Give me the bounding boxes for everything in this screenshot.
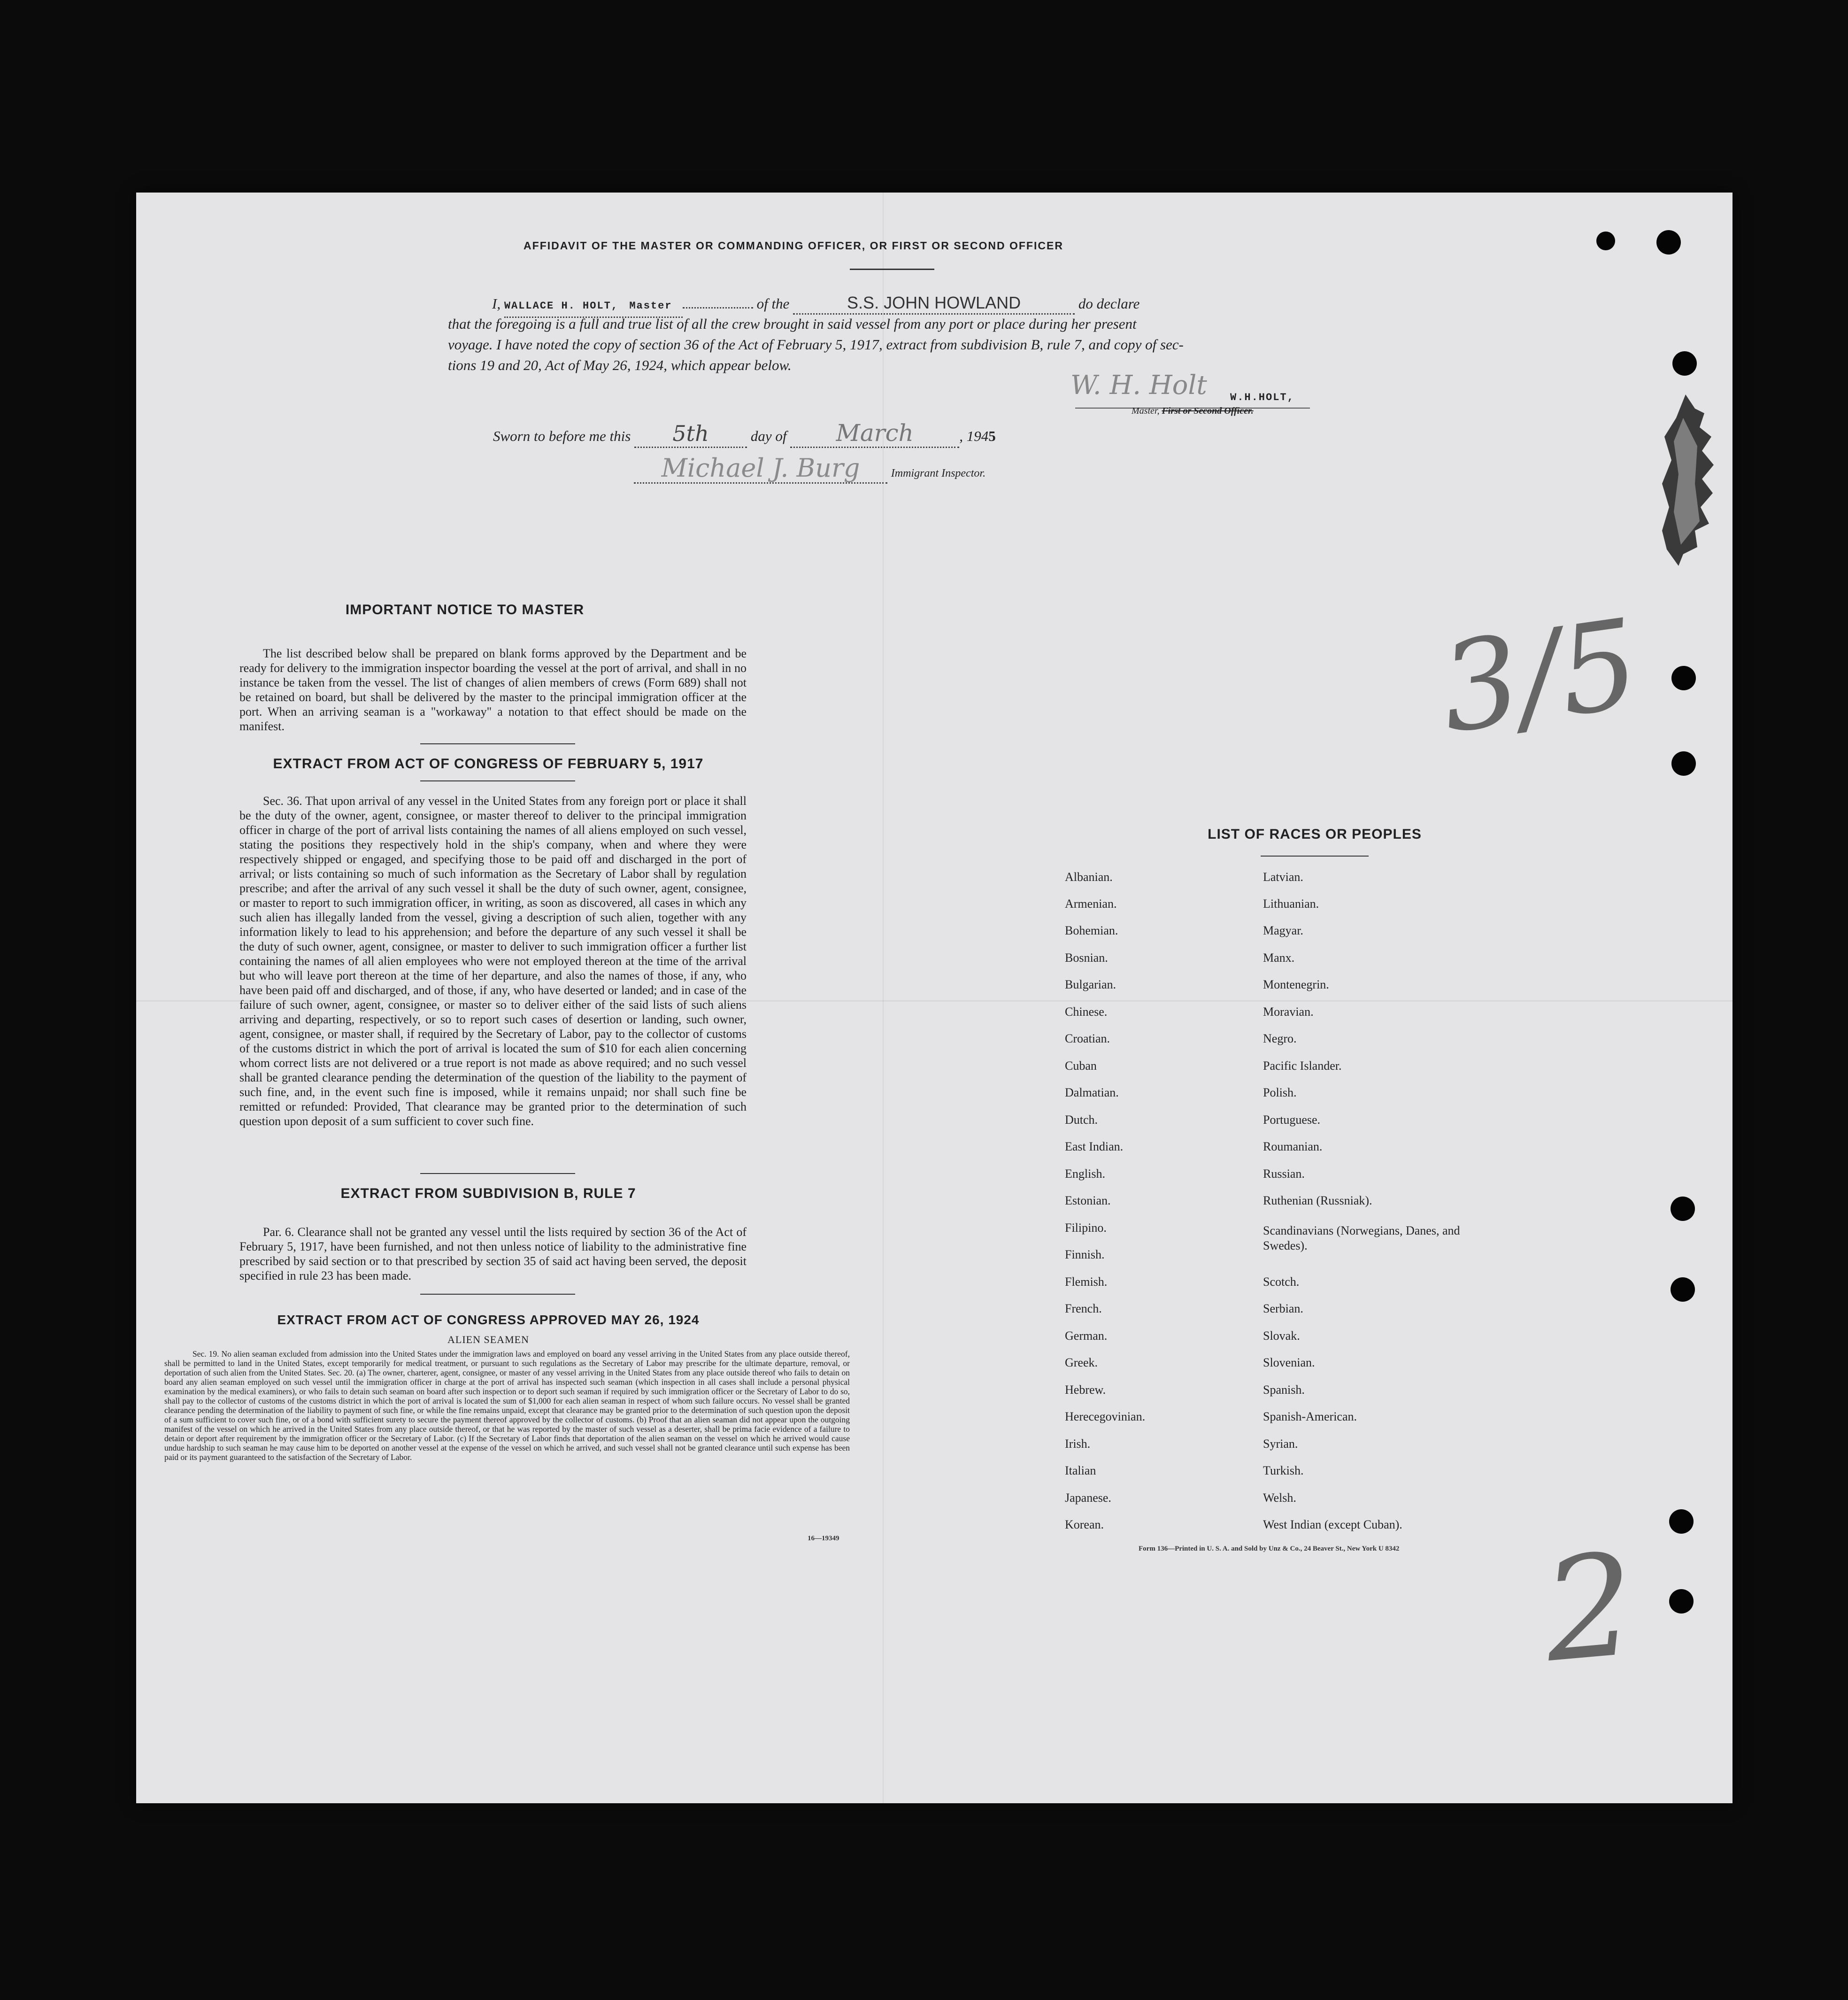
extract-1924-subheading: ALIEN SEAMEN xyxy=(447,1334,529,1345)
handwritten-corner-mark: 2 xyxy=(1538,1522,1641,1694)
affidavit-line-2: that the foregoing is a full and true list of all the crew brought in said vessel from any port or place during her present xyxy=(448,316,1137,332)
race-left-16: French. xyxy=(1065,1302,1102,1315)
race-left-24: Korean. xyxy=(1065,1518,1104,1531)
inspector-sig-field xyxy=(634,453,887,484)
race-left-15: Flemish. xyxy=(1065,1275,1108,1289)
race-left-4: Bulgarian. xyxy=(1065,978,1116,991)
affidavit-line-4: tions 19 and 20, Act of May 26, 1924, which appear below. xyxy=(448,357,792,373)
punch-hole xyxy=(1671,1277,1695,1302)
race-right-17: Slovenian. xyxy=(1263,1356,1315,1369)
blank-field xyxy=(683,307,753,309)
punch-hole xyxy=(1669,1509,1694,1534)
text-day-of: day of xyxy=(750,428,787,444)
race-right-23: West Indian (except Cuban). xyxy=(1263,1518,1402,1531)
race-left-10: East Indian. xyxy=(1065,1140,1124,1153)
race-right-11: Russian. xyxy=(1263,1167,1305,1181)
race-right-8: Polish. xyxy=(1263,1086,1297,1099)
inspector-caption: Immigrant Inspector. xyxy=(891,467,986,479)
affidavit-line-3: voyage. I have noted the copy of section 36 of the Act of February 5, 1917, extract from subdivision B, rule 7, and copy of sec- xyxy=(448,336,1184,353)
race-left-3: Bosnian. xyxy=(1065,951,1108,965)
sworn-month-field xyxy=(790,419,959,448)
races-heading: LIST OF RACES OR PEOPLES xyxy=(1208,826,1422,842)
race-left-18: Greek. xyxy=(1065,1356,1098,1369)
race-left-19: Hebrew. xyxy=(1065,1383,1106,1397)
race-left-20: Herecegovinian. xyxy=(1065,1410,1146,1423)
punch-hole xyxy=(1672,351,1697,376)
notary-seal-icon xyxy=(1653,390,1718,568)
rule-7-body: Par. 6. Clearance shall not be granted any vessel until the lists required by section 36 of the Act of February 5, 1917, have been furnished, and not then unless notice of liability to the administrative fine prescribed by said section or to that prescribed by section 35 of said act having been served, the deposit specified in rule 23 has been made. xyxy=(239,1225,747,1282)
title-rule xyxy=(850,269,934,270)
divider-rule xyxy=(420,1173,575,1174)
sworn-day-field xyxy=(634,423,747,448)
race-right-2: Magyar. xyxy=(1263,924,1303,937)
sworn-month: March xyxy=(836,419,914,447)
affidavit-title: AFFIDAVIT OF THE MASTER OR COMMANDING OFFICER, OR FIRST OR SECOND OFFICER xyxy=(524,239,1063,252)
race-right-13: Scandinavians (Norwegians, Danes, and Swedes). xyxy=(1263,1224,1460,1252)
notice-heading: IMPORTANT NOTICE TO MASTER xyxy=(345,602,585,618)
race-left-9: Dutch. xyxy=(1065,1113,1098,1127)
text-i: I, xyxy=(492,295,501,312)
race-right-4: Montenegrin. xyxy=(1263,978,1329,991)
punch-hole xyxy=(1596,232,1615,250)
race-right-5: Moravian. xyxy=(1263,1005,1314,1019)
race-right-7: Pacific Islander. xyxy=(1263,1059,1342,1073)
punch-hole xyxy=(1656,230,1681,255)
race-right-16: Slovak. xyxy=(1263,1329,1300,1343)
divider-rule xyxy=(420,1294,575,1295)
extract-1917-body: Sec. 36. That upon arrival of any vessel in the United States from any foreign port or place it shall be the duty of the owner, agent, consignee, or master thereof to deliver to the principal immigration officer in charge of the port of arrival lists containing the names of all aliens employed on such vessel, stating the positions they respectively hold in the ship's company, when and where they were respectively shipped or engaged, and specifying those to be paid off and discharged in the port of arrival; or lists containing so much of such information as the Secretary of Labor shall by regulation prescribe; and after the arrival of any such vessel it shall be the duty of such owner, agent, consignee, or master to report to such immigration officer, in writing, as soon as discovered, all cases in which any such alien has illegally landed from the vessel, giving a description of such alien, together with any information likely to lead to his apprehension; and before the departure of any such vessel it shall be the duty of such owner, agent, consignee, or master to deliver to such immigration officer a further list containing the names of all alien employees who were not employed thereon at the time of the arrival but who will leave port thereon at the time of her departure, and also the names of those, if any, who have been paid off and discharged, and of those, if any, who have deserted or landed; and in case of the failure of such owner, agent, consignee, or master so to deliver either of the said lists of such aliens arriving and departing, respectively, or so to report such cases of desertion or landing, such owner, agent, consignee, or master shall, if required by the Secretary of Labor, pay to the collector of customs of the customs district in which the port of arrival is located the sum of $10 for each alien concerning whom correct lists are not delivered or a true report is not made as above required; and no such vessel shall be granted clearance pending the determination of the question of the liability to the payment of such fine, and, in the event such fine is imposed, while it remains unpaid; nor shall such fine be remitted or refunded: Provided, That clearance may be granted prior to the determination of such question upon deposit of a sum sufficient to cover such fine. xyxy=(239,794,747,1128)
master-name: WALLACE H. HOLT, xyxy=(504,300,619,312)
sworn-line: Sworn to before me this 5th day of March , 1945 xyxy=(493,423,1244,448)
master-signature-typed: W.H.HOLT, xyxy=(1230,392,1294,403)
extract-1924-heading: EXTRACT FROM ACT OF CONGRESS APPROVED MAY 26, 1924 xyxy=(277,1313,700,1327)
race-left-22: Italian xyxy=(1065,1464,1096,1477)
vessel-name: S.S. JOHN HOWLAND xyxy=(793,293,1075,315)
caption-master: Master, xyxy=(1132,406,1160,416)
race-right-10: Roumanian. xyxy=(1263,1140,1323,1153)
race-right-20: Syrian. xyxy=(1263,1437,1298,1451)
race-left-6: Croatian. xyxy=(1065,1032,1110,1045)
master-capacity: Master xyxy=(629,300,672,312)
divider-rule xyxy=(1261,856,1369,857)
race-left-11: English. xyxy=(1065,1167,1105,1181)
race-right-0: Latvian. xyxy=(1263,870,1303,884)
race-right-3: Manx. xyxy=(1263,951,1295,965)
signature-caption xyxy=(1132,404,1254,418)
race-left-17: German. xyxy=(1065,1329,1108,1343)
inspector-signature: Michael J. Burg xyxy=(661,453,860,483)
extract-1924-body: Sec. 19. No alien seaman excluded from admission into the United States under the immigration laws and employed on board any vessel arriving in the United States from any place outside thereof, shall be permitted to land in the United States, except temporarily for medical treatment, or pursuant to such regulations as the Secretary of Labor may prescribe for the ultimate departure, removal, or deportation of such alien from the United States. Sec. 20. (a) The owner, charterer, agent, consignee, or master of any vessel arriving in the United States from any place outside thereof who fails to detain on board any alien seaman employed on such vessel until the immigration officer in charge at the port of arrival has inspected such seaman (which inspection in all cases shall include a personal physical examination by the medical examiners), or who fails to detain such seaman on board after such inspection or to deport such seaman if required by such immigration officer or the Secretary of Labor to do so, shall pay to the collector of customs of the customs district in which the port of arrival is located the sum of $1,000 for each alien seaman in respect of whom such failure occurs. No vessel shall be granted clearance pending the determination of the liability to payment of such fine, or while the fine remains unpaid, except that clearance may be granted prior to the determination of such question upon the deposit of a sum sufficient to cover such fine, or of a bond with sufficient surety to secure the payment thereof approved by the collector of customs. (b) Proof that an alien seaman did not appear upon the outgoing manifest of the vessel on which he arrived in the United States from any place outside thereof, or that he was reported by the master of such vessel as a deserter, shall be prima facie evidence of a failure to detain or deport after requirement by the immigration officer or the Secretary of Labor. (c) If the Secretary of Labor finds that deportation of the alien seaman on the vessel on which he arrived would cause undue hardship to such seaman he may cause him to be deported on another vessel at the expense of the vessel on which he arrived, and such vessel shall not be granted clearance until such expense has been paid or its payment guaranteed to the satisfaction of the Secretary of Labor. xyxy=(164,1349,850,1462)
race-right-22: Welsh. xyxy=(1263,1491,1296,1505)
race-right-9: Portuguese. xyxy=(1263,1113,1321,1127)
punch-hole xyxy=(1671,751,1696,776)
race-left-2: Bohemian. xyxy=(1065,924,1118,937)
sworn-year-digit: 5 xyxy=(988,428,996,444)
race-left-21: Irish. xyxy=(1065,1437,1091,1451)
race-right-12: Ruthenian (Russniak). xyxy=(1263,1194,1372,1207)
text-do-declare: do declare xyxy=(1078,295,1140,312)
punch-hole xyxy=(1671,1197,1695,1221)
race-right-21: Turkish. xyxy=(1263,1464,1304,1477)
race-left-5: Chinese. xyxy=(1065,1005,1108,1019)
sworn-year: 194 xyxy=(966,428,989,444)
text-of-the: of the xyxy=(756,295,790,312)
race-left-8: Dalmatian. xyxy=(1065,1086,1119,1099)
rule-7-heading: EXTRACT FROM SUBDIVISION B, RULE 7 xyxy=(340,1186,636,1201)
race-right-19: Spanish-American. xyxy=(1263,1410,1357,1423)
document-sheet xyxy=(136,193,1732,1803)
master-signature: W. H. Holt xyxy=(1070,370,1207,401)
form-code: 16—19349 xyxy=(808,1535,839,1542)
punch-hole xyxy=(1671,666,1696,690)
race-right-1: Lithuanian. xyxy=(1263,897,1319,911)
sworn-day: 5th xyxy=(672,421,709,446)
handwritten-page-mark: 3/5 xyxy=(1432,593,1647,761)
divider-rule xyxy=(420,743,575,744)
race-left-14: Finnish. xyxy=(1065,1248,1105,1261)
race-right-14: Scotch. xyxy=(1263,1275,1300,1289)
race-right-15: Serbian. xyxy=(1263,1302,1303,1315)
race-left-12: Estonian. xyxy=(1065,1194,1111,1207)
race-left-13: Filipino. xyxy=(1065,1221,1107,1235)
race-left-7: Cuban xyxy=(1065,1059,1097,1073)
sworn-prefix: Sworn to before me this xyxy=(493,428,631,444)
race-left-0: Albanian. xyxy=(1065,870,1113,884)
race-right-18: Spanish. xyxy=(1263,1383,1305,1397)
caption-struck: First or Second Officer. xyxy=(1162,406,1254,416)
divider-rule xyxy=(420,780,575,781)
form-footer: Form 136—Printed in U. S. A. and Sold by Unz & Co., 24 Beaver St., New York U 8342 xyxy=(1139,1545,1400,1552)
race-right-6: Negro. xyxy=(1263,1032,1297,1045)
notice-body: The list described below shall be prepared on blank forms approved by the Department and be ready for delivery to the immigration inspector boarding the vessel at the port of arrival, and shall in no instance be taken from the vessel. The list of changes of alien members of crews (Form 689) shall not be retained on board, but shall be delivered by the master to the principal immigration officer at the port. When an arriving seaman is a "workaway" a notation to that effect should be made on the manifest. xyxy=(239,647,747,733)
race-left-1: Armenian. xyxy=(1065,897,1117,911)
punch-hole xyxy=(1669,1589,1694,1614)
inspector-line xyxy=(634,453,1197,484)
race-left-23: Japanese. xyxy=(1065,1491,1111,1505)
extract-1917-heading: EXTRACT FROM ACT OF CONGRESS OF FEBRUARY 5, 1917 xyxy=(273,756,704,772)
